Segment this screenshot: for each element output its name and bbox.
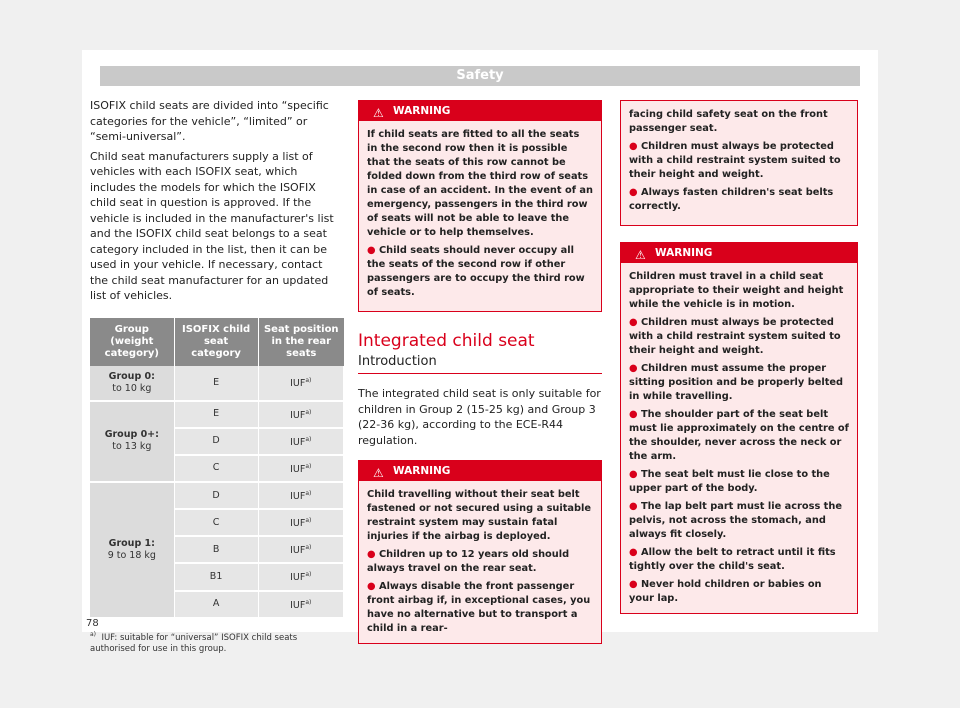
warning-triangle-icon: ⚠ <box>373 106 384 120</box>
position-cell: IUF$^{a)}$ <box>259 366 344 402</box>
table-header-category: ISOFIX child seat category <box>175 318 259 366</box>
bullet-icon: ● <box>629 363 638 374</box>
page-number: 78 <box>86 618 99 629</box>
manual-page <box>82 50 878 654</box>
warning-text: Child travelling without their seat belt fastened or not secured using a suitable restraint system may sustain fatal injuries if the airbag is deployed. <box>367 489 592 542</box>
position-cell: IUF$^{a)}$ <box>259 564 344 591</box>
group-cell: Group 0: to 10 kg <box>90 366 175 402</box>
warning-box-airbag <box>358 460 602 644</box>
warning-box-seat-position <box>620 242 858 614</box>
table-row <box>90 366 344 402</box>
warning-triangle-icon: ⚠ <box>373 466 384 480</box>
bullet-icon: ● <box>629 141 638 152</box>
bullet-icon: ● <box>629 469 638 480</box>
warning-bullet: ● Children must always be protected with a child restraint system suited to their height and weight. <box>629 141 841 180</box>
category-cell: C <box>175 456 259 483</box>
warning-text: Children must travel in a child seat appropriate to their weight and height while the vehicle is in motion. <box>629 271 844 310</box>
position-cell: IUF$^{a)}$ <box>259 510 344 537</box>
table-header-group: Group (weight category) <box>90 318 175 366</box>
bullet-icon: ● <box>629 579 638 590</box>
table-header-position: Seat position in the rear seats <box>259 318 344 366</box>
warning-header: ⚠ WARNING <box>359 461 601 481</box>
warning-body <box>359 481 601 643</box>
isofix-table <box>90 318 344 619</box>
paragraph-integrated-seat: The integrated child seat is only suitable for children in Group 2 (15-25 kg) and Group 3 (22-36 kg), according to the ECE-R44 regulation. <box>358 387 601 447</box>
warning-text: If child seats are fitted to all the seats in the second row then it is possible that the seats of this row cannot be folded down from the third row of seats in case of an accident. In the event of an emergency, passengers in the third row of seats will not be able to leave the vehicle or to help themselves. <box>367 129 593 238</box>
warning-body <box>621 263 857 613</box>
bullet-icon: ● <box>629 409 638 420</box>
column-left <box>90 98 340 655</box>
paragraph-isofix-categories: ISOFIX child seats are divided into “specific categories for the vehicle”, “limited” or “semi-universal”. <box>90 99 329 143</box>
warning-bullet: ● Children must always be protected with a child restraint system suited to their height and weight. <box>629 317 841 356</box>
warning-bullet: ● Never hold children or babies on your lap. <box>629 579 822 604</box>
warning-bullet: ● Allow the belt to retract until it fits tightly over the child's seat. <box>629 547 836 572</box>
category-cell: B1 <box>175 564 259 591</box>
column-right <box>620 100 858 614</box>
position-cell: IUF$^{a)}$ <box>259 456 344 483</box>
section-header: Safety <box>100 66 860 86</box>
warning-bullet: ● The lap belt part must lie across the pelvis, not across the stomach, and always fit closely. <box>629 501 842 540</box>
bullet-icon: ● <box>367 549 376 560</box>
position-cell: IUF$^{a)}$ <box>259 429 344 456</box>
section-subtitle: Introduction <box>358 354 602 375</box>
column-middle <box>358 100 602 644</box>
warning-bullet: ● Child seats should never occupy all the seats of the second row if other passengers are to occupy the third row of seats. <box>367 245 585 298</box>
category-cell: D <box>175 429 259 456</box>
warning-triangle-icon: ⚠ <box>635 248 646 262</box>
warning-bullet: ● The shoulder part of the seat belt must lie approximately on the centre of the shoulder, never across the neck or the arm. <box>629 409 849 462</box>
group-cell: Group 1: 9 to 18 kg <box>90 483 175 619</box>
warning-box-second-row <box>358 100 602 312</box>
bullet-icon: ● <box>629 547 638 558</box>
group-cell: Group 0+: to 13 kg <box>90 402 175 483</box>
warning-bullet: ● The seat belt must lie close to the upper part of the body. <box>629 469 830 494</box>
warning-bullet: ● Children must assume the proper sitting position and be properly belted in while travelling. <box>629 363 844 402</box>
table-footnote: $^{a)}$ IUF: suitable for “universal” ISOFIX child seats authorised for use in this group. <box>90 630 298 654</box>
category-cell: E <box>175 402 259 429</box>
bullet-icon: ● <box>629 317 638 328</box>
position-cell: IUF$^{a)}$ <box>259 537 344 564</box>
warning-body <box>621 101 857 225</box>
table-row <box>90 483 344 510</box>
table-row <box>90 402 344 429</box>
warning-header: ⚠ WARNING <box>621 243 857 263</box>
position-cell: IUF$^{a)}$ <box>259 483 344 510</box>
warning-bullet: ● Always fasten children's seat belts correctly. <box>629 187 834 212</box>
category-cell: D <box>175 483 259 510</box>
warning-body <box>359 121 601 311</box>
category-cell: E <box>175 366 259 402</box>
warning-text: facing child safety seat on the front passenger seat. <box>629 109 828 134</box>
category-cell: B <box>175 537 259 564</box>
warning-header: ⚠ WARNING <box>359 101 601 121</box>
paragraph-manufacturer-list: Child seat manufacturers supply a list of vehicles with each ISOFIX seat, which includes the models for which the ISOFIX child seat in question is approved. If the vehicle is included in the manufacturer's list and the ISOFIX child seat belongs to a seat category included in the list, then it can be used in your vehicle. If necessary, contact the child seat manufacturer for an updated list of vehicles. <box>90 149 334 302</box>
position-cell: IUF$^{a)}$ <box>259 402 344 429</box>
position-cell: IUF$^{a)}$ <box>259 592 344 619</box>
category-cell: C <box>175 510 259 537</box>
warning-box-continued <box>620 100 858 226</box>
bullet-icon: ● <box>367 581 376 592</box>
category-cell: A <box>175 592 259 619</box>
bullet-icon: ● <box>629 501 638 512</box>
warning-bullet: ● Always disable the front passenger front airbag if, in exceptional cases, you have no alternative but to transport a child in a rear- <box>367 581 591 634</box>
section-title: Integrated child seat <box>358 331 535 351</box>
bullet-icon: ● <box>367 245 376 256</box>
bullet-icon: ● <box>629 187 638 198</box>
warning-bullet: ● Children up to 12 years old should always travel on the rear seat. <box>367 549 570 574</box>
